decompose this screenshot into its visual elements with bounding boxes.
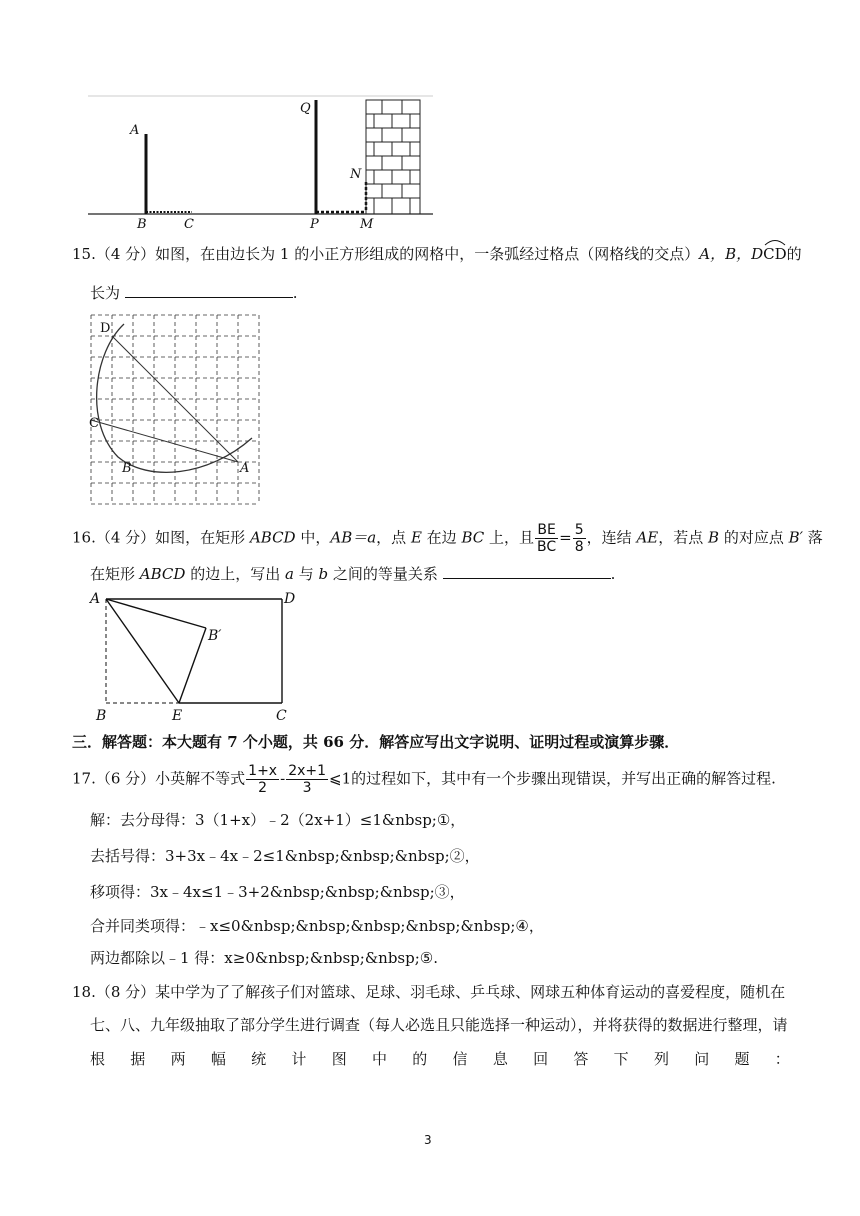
page-number: 3 xyxy=(424,1133,432,1147)
fraction-2xplus1-3: $\frac{2x+1}{3}$ xyxy=(288,763,327,796)
q16-line2: 在矩形 ABCD 的边上，写出 a 与 b 之间的等量关系 . xyxy=(90,565,616,583)
label-C: C xyxy=(276,708,287,724)
figure-16 xyxy=(86,588,304,728)
label-D: D xyxy=(284,591,296,607)
q17-step-5: 两边都除以﹣1 得：x≥0&nbsp;&nbsp;&nbsp;⑤. xyxy=(90,949,439,967)
label-M: M xyxy=(360,217,374,232)
label-B: B xyxy=(137,217,147,232)
figure-15-grid xyxy=(88,312,263,508)
figure-14 xyxy=(88,94,438,234)
label-C: C xyxy=(89,416,99,431)
label-P: P xyxy=(310,217,319,232)
label-B: B xyxy=(96,708,107,724)
q18-line3: 根 据 两 幅 统 计 图 中 的 信 息 回 答 下 列 问 题 ： xyxy=(90,1050,790,1068)
label-A: A xyxy=(130,123,140,138)
answer-blank-16[interactable] xyxy=(443,564,611,579)
label-Q: Q xyxy=(300,101,311,116)
q17-step-2: 去括号得：3+3x﹣4x﹣2≤1&nbsp;&nbsp;&nbsp;②， xyxy=(90,847,480,865)
q17-line1: 17.（6 分）小英解不等式 $\frac{1+x}{2}$ - $\frac{2x+1}{3}$ ⩽1的过程如下，其中有一个步骤出现错误，并写出正确的解答过程. xyxy=(72,763,776,796)
fraction-5-8: $\frac{5}{8}$ xyxy=(574,522,584,555)
answer-blank-15[interactable] xyxy=(125,283,293,298)
label-E: E xyxy=(172,708,183,724)
q17-step-4: 合并同类项得：﹣x≤0&nbsp;&nbsp;&nbsp;&nbsp;&nbsp;④， xyxy=(90,917,544,935)
label-A: A xyxy=(90,591,101,607)
fraction-1plusx-2: $\frac{1+x}{2}$ xyxy=(248,763,278,796)
label-B: B xyxy=(122,461,132,476)
label-C: C xyxy=(184,217,194,232)
section-3-heading: 三．解答题：本大题有 7 个小题，共 66 分．解答应写出文字说明、证明过程或演算步骤． xyxy=(72,733,680,751)
fraction-be-bc: $\frac{BE}{BC}$ xyxy=(537,522,557,555)
arc-cd: CD xyxy=(763,244,787,264)
q15-line1: 15.（4 分）如图，在由边长为 1 的小正方形组成的网格中，一条弧经过格点（网格线的交点）A，B，D CD的 xyxy=(72,244,802,264)
label-N: N xyxy=(350,167,362,182)
q15-line2: 长为 . xyxy=(90,284,298,302)
q18-line1: 18.（8 分）某中学为了了解孩子们对篮球、足球、羽毛球、乒乓球、网球五种体育运动的喜爱程度，随机在 xyxy=(72,983,786,1001)
label-D: D xyxy=(100,321,111,336)
q18-line2: 七、八、九年级抽取了部分学生进行调查（每人必选且只能选择一种运动），并将获得的数据进行整理，请 xyxy=(90,1016,788,1034)
label-A: A xyxy=(240,461,250,476)
label-Bprime: B′ xyxy=(208,628,222,644)
q16-line1: 16.（4 分）如图，在矩形 ABCD 中，AB＝a，点 E 在边 BC 上，且 $\frac{BE}{BC}$ = $\frac{5}{8}$ ，连结 AE，若点 B 的对应点 B′ 落 xyxy=(72,522,823,555)
q17-step-3: 移项得：3x﹣4x≤1﹣3+2&nbsp;&nbsp;&nbsp;③， xyxy=(90,883,465,901)
q17-step-1: 解：去分母得：3（1+x）﹣2（2x+1）≤1&nbsp;①， xyxy=(90,811,466,829)
